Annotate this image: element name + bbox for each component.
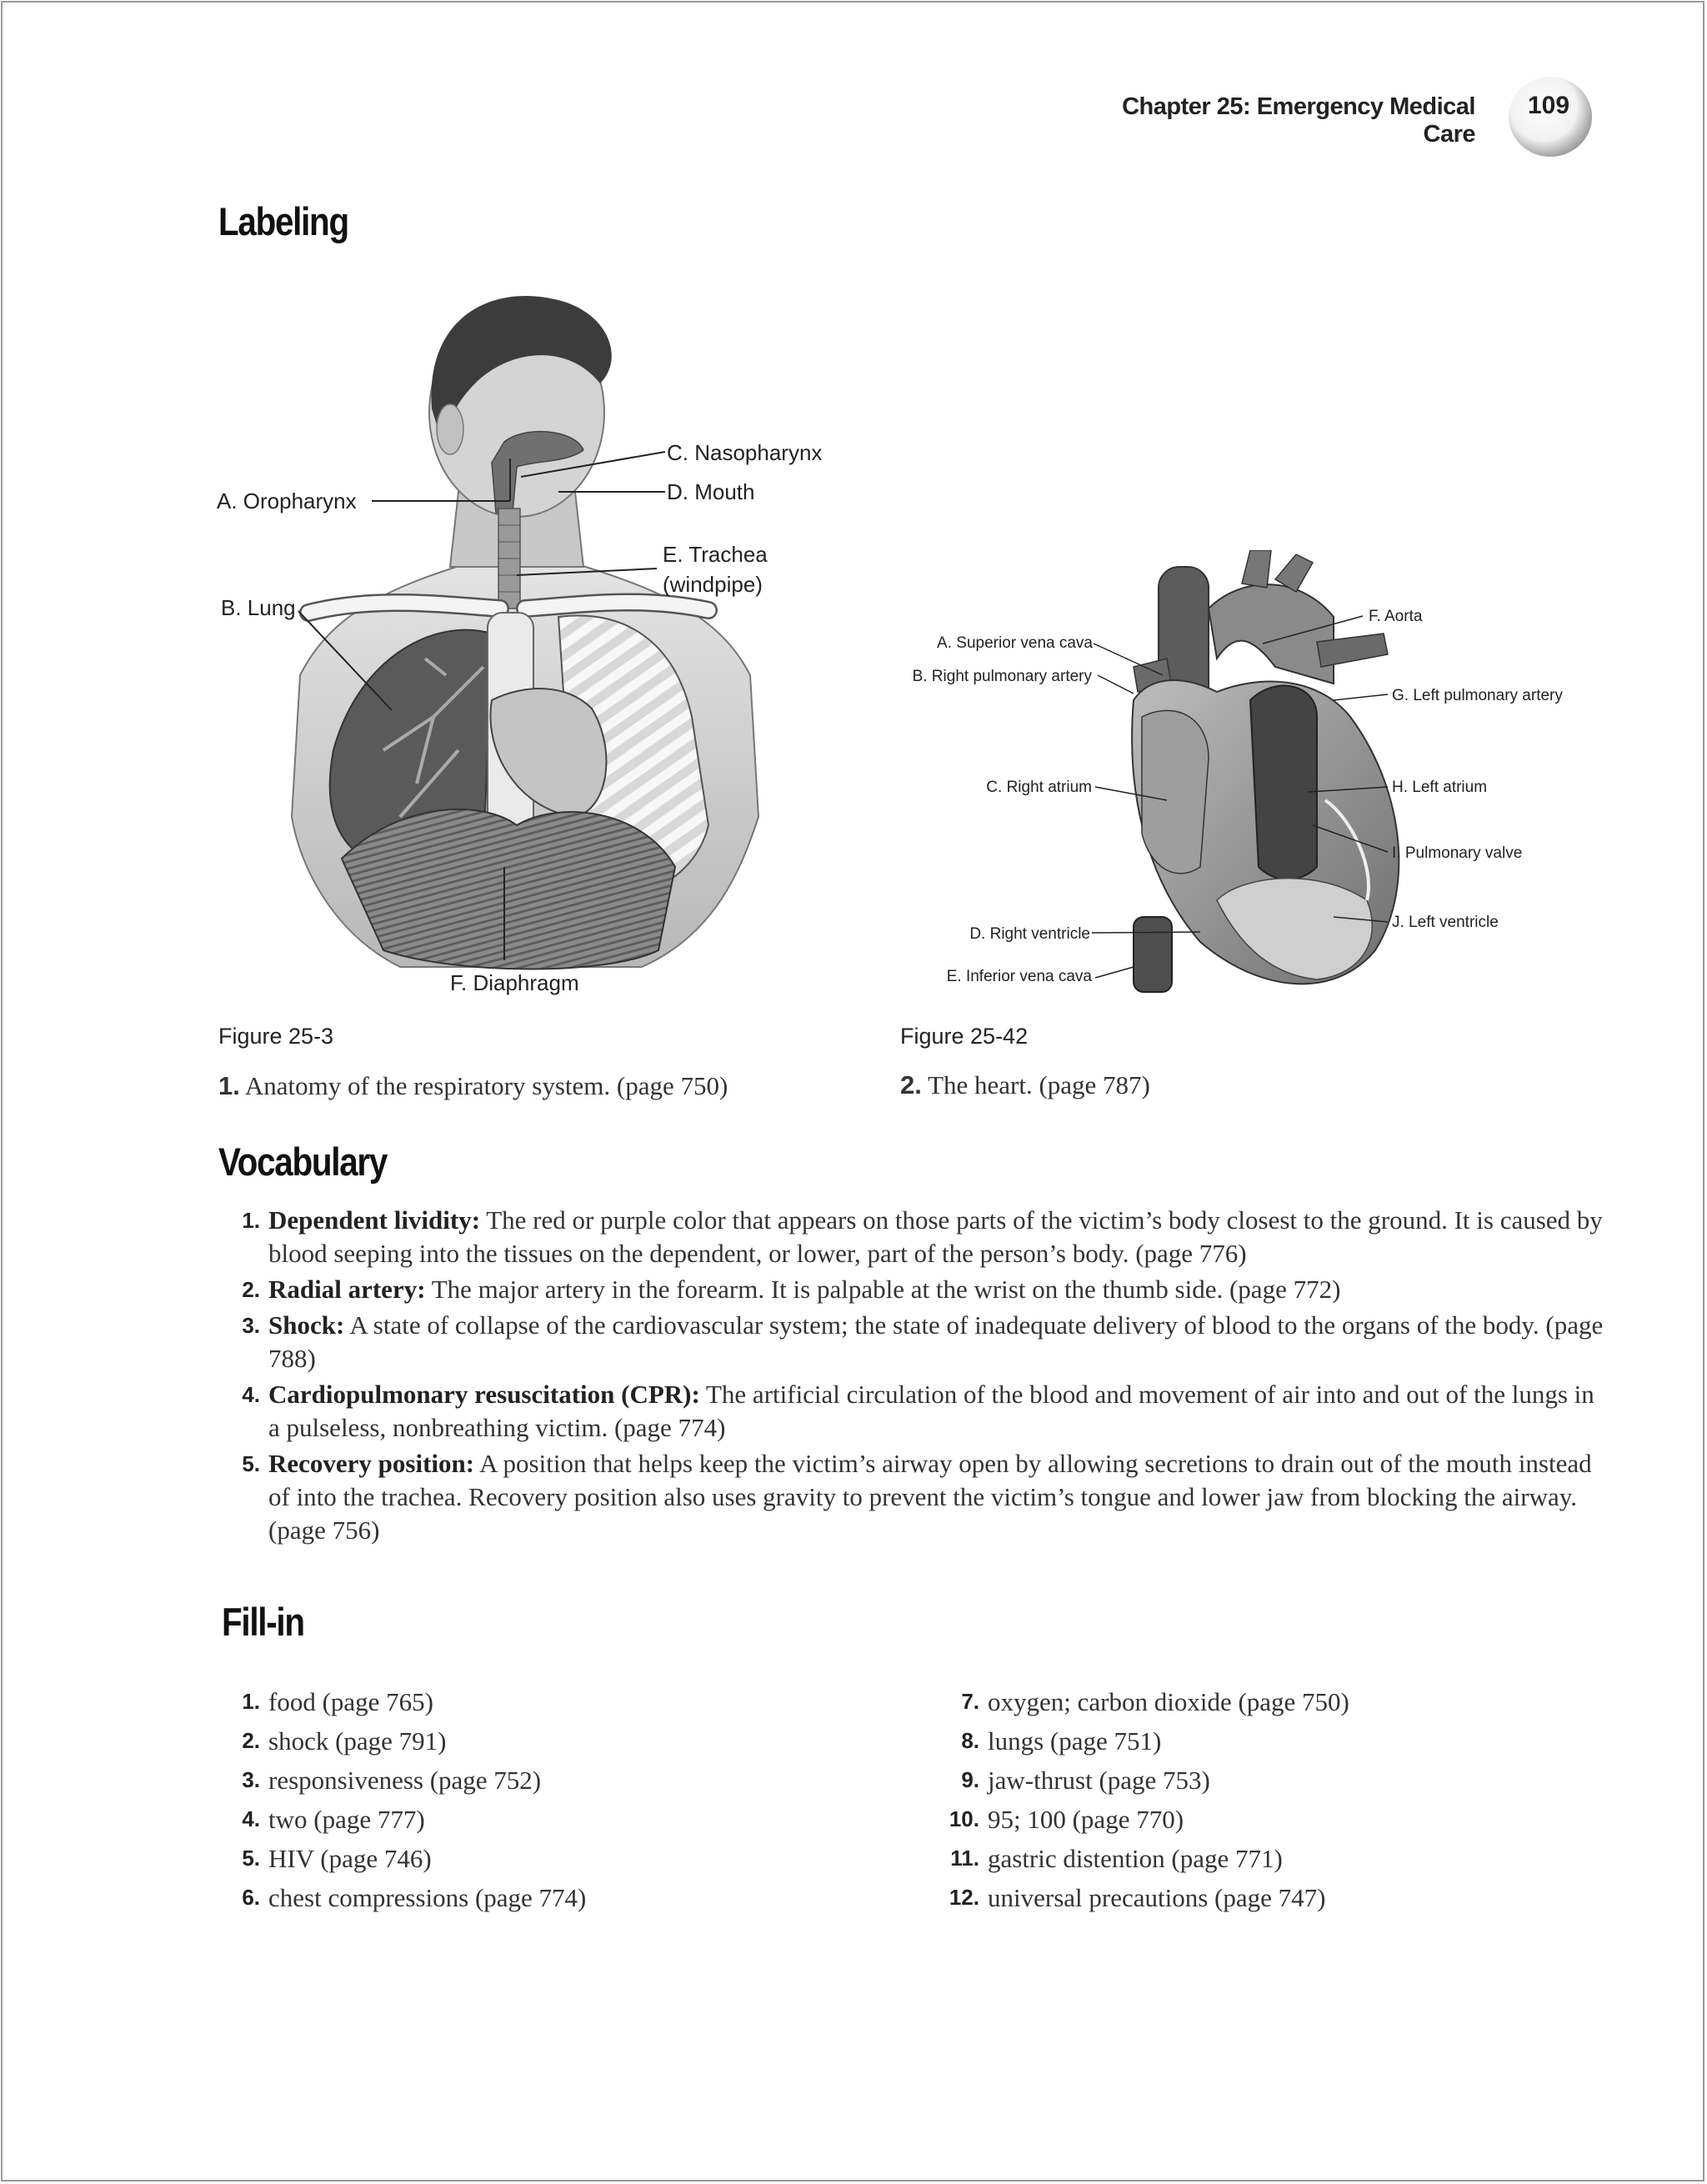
fill-in-number: 2. xyxy=(242,1728,260,1753)
fill-in-list-left xyxy=(228,1682,586,1917)
vocabulary-definition: The red or purple color that appears on those parts of the victim’s body closest to the ground. It is caused by blood seeping into the tissues on the dependent, or lower, part of the person’s body. (page 776) xyxy=(268,1205,1603,1268)
fill-in-item xyxy=(948,1761,1349,1800)
fill-in-number: 10. xyxy=(949,1806,979,1831)
fill-in-answer: two (page 777) xyxy=(268,1805,425,1834)
label-right-ventricle: D. Right ventricle xyxy=(969,925,1090,943)
fill-in-answer: responsiveness (page 752) xyxy=(268,1766,542,1795)
fill-in-item xyxy=(948,1721,1349,1761)
vocabulary-definition: The major artery in the forearm. It is palpable at the wrist on the thumb side. (page 772) xyxy=(425,1275,1341,1304)
heart-illustration xyxy=(1132,550,1399,992)
figure-1-caption-number: 1. xyxy=(218,1071,240,1100)
label-diaphragm: F. Diaphragm xyxy=(450,970,579,995)
fill-in-number: 4. xyxy=(242,1806,260,1831)
vocabulary-definition: A position that helps keep the victim’s airway open by allowing secretions to drain out of the mouth instead of into the trachea. Recovery position also uses gravity to prevent the victim’s tongue and lower jaw from blocking the airway. (page 756) xyxy=(268,1449,1592,1545)
vocabulary-definition: A state of collapse of the cardiovascular system; the state of inadequate delivery of blood to the organs of the body. (page 788) xyxy=(268,1310,1604,1373)
fill-in-answer: food (page 765) xyxy=(268,1687,433,1716)
vocabulary-item-number: 3. xyxy=(242,1313,260,1338)
fill-in-answer: 95; 100 (page 770) xyxy=(988,1805,1184,1834)
fill-in-item xyxy=(228,1878,586,1917)
vocabulary-term: Recovery position: xyxy=(268,1449,475,1478)
label-pulmonary-valve: I. Pulmonary valve xyxy=(1392,844,1523,862)
figure-2-caption-text: The heart. (page 787) xyxy=(928,1070,1150,1100)
fill-in-item xyxy=(948,1800,1349,1839)
figure-2-caption-number: 2. xyxy=(900,1070,922,1100)
fill-in-item xyxy=(228,1721,586,1761)
label-trachea: E. Trachea xyxy=(663,542,768,567)
fill-in-number: 9. xyxy=(961,1767,979,1792)
fill-in-number: 3. xyxy=(242,1767,260,1792)
vocabulary-term: Radial artery: xyxy=(268,1275,426,1304)
fill-in-number: 7. xyxy=(961,1689,979,1714)
fill-in-number: 8. xyxy=(961,1728,979,1753)
figure-2-caption xyxy=(900,1070,1150,1100)
label-right-atrium: C. Right atrium xyxy=(986,779,1092,796)
fill-in-answer: HIV (page 746) xyxy=(268,1844,432,1873)
fill-in-item xyxy=(948,1878,1349,1917)
fill-in-number: 1. xyxy=(242,1689,260,1714)
label-nasopharynx: C. Nasopharynx xyxy=(667,440,823,465)
page-number: 109 xyxy=(1527,92,1570,119)
fill-in-item xyxy=(948,1682,1349,1721)
fill-in-item xyxy=(228,1839,586,1878)
vocabulary-term: Cardiopulmonary resuscitation (CPR): xyxy=(268,1380,700,1409)
fill-in-item xyxy=(228,1800,586,1839)
fill-in-answer: jaw-thrust (page 753) xyxy=(988,1766,1210,1795)
figure-1-caption-text: Anatomy of the respiratory system. (page 750) xyxy=(244,1071,728,1100)
fill-in-answer: shock (page 791) xyxy=(268,1726,447,1756)
label-left-pulmonary-artery: G. Left pulmonary artery xyxy=(1392,687,1563,704)
vocabulary-item-number: 5. xyxy=(242,1451,260,1476)
vocabulary-item-number: 4. xyxy=(242,1382,260,1407)
label-right-pulmonary-artery: B. Right pulmonary artery xyxy=(912,668,1092,685)
fill-in-heading: Fill-in xyxy=(222,1600,304,1644)
fill-in-item xyxy=(228,1682,586,1721)
fill-in-item xyxy=(228,1761,586,1800)
vocabulary-term: Dependent lividity: xyxy=(268,1205,481,1235)
label-mouth: D. Mouth xyxy=(667,479,755,504)
running-head: Chapter 25: Emergency Medical Care xyxy=(1122,93,1475,148)
vocabulary-item xyxy=(228,1309,1604,1375)
vocabulary-item xyxy=(228,1447,1604,1547)
figure-2-number: Figure 25-42 xyxy=(900,1024,1029,1049)
fill-in-answer: lungs (page 751) xyxy=(988,1726,1162,1756)
fill-in-answer: chest compressions (page 774) xyxy=(268,1883,587,1912)
label-oropharynx: A. Oropharynx xyxy=(217,488,357,513)
vocabulary-item xyxy=(228,1273,1604,1306)
label-aorta: F. Aorta xyxy=(1369,608,1423,625)
fill-in-answer: gastric distention (page 771) xyxy=(988,1844,1283,1873)
vocabulary-definition: The artificial circulation of the blood and movement of air into and out of the lungs in a pulseless, nonbreathing victim. (page 774) xyxy=(268,1380,1594,1442)
heart-figure xyxy=(884,550,1600,1017)
fill-in-number: 12. xyxy=(949,1885,979,1910)
fill-in-list-right xyxy=(948,1682,1349,1917)
fill-in-number: 11. xyxy=(950,1846,979,1871)
label-superior-vena-cava: A. Superior vena cava xyxy=(937,634,1093,652)
vocabulary-list xyxy=(228,1204,1604,1550)
fill-in-item xyxy=(948,1839,1349,1878)
fill-in-number: 6. xyxy=(242,1885,260,1910)
fill-in-number: 5. xyxy=(242,1846,260,1871)
vocabulary-item-number: 2. xyxy=(242,1277,260,1302)
vocabulary-heading: Vocabulary xyxy=(218,1140,388,1184)
label-left-ventricle: J. Left ventricle xyxy=(1392,914,1499,931)
vocabulary-item xyxy=(228,1378,1604,1445)
label-inferior-vena-cava: E. Inferior vena cava xyxy=(946,968,1092,985)
fill-in-answer: universal precautions (page 747) xyxy=(988,1883,1326,1912)
respiratory-system-figure xyxy=(208,283,850,1000)
figure-1-caption xyxy=(218,1071,728,1101)
vocabulary-item xyxy=(228,1204,1604,1270)
fill-in-answer: oxygen; carbon dioxide (page 750) xyxy=(988,1687,1349,1716)
vocabulary-item-number: 1. xyxy=(242,1208,260,1233)
label-left-atrium: H. Left atrium xyxy=(1392,779,1488,796)
label-windpipe: (windpipe) xyxy=(663,572,763,597)
label-lung: B. Lung xyxy=(221,595,296,620)
torso-illustration xyxy=(292,296,758,969)
labeling-heading: Labeling xyxy=(218,199,348,243)
vocabulary-term: Shock: xyxy=(268,1310,345,1340)
figure-1-number: Figure 25-3 xyxy=(218,1024,334,1049)
